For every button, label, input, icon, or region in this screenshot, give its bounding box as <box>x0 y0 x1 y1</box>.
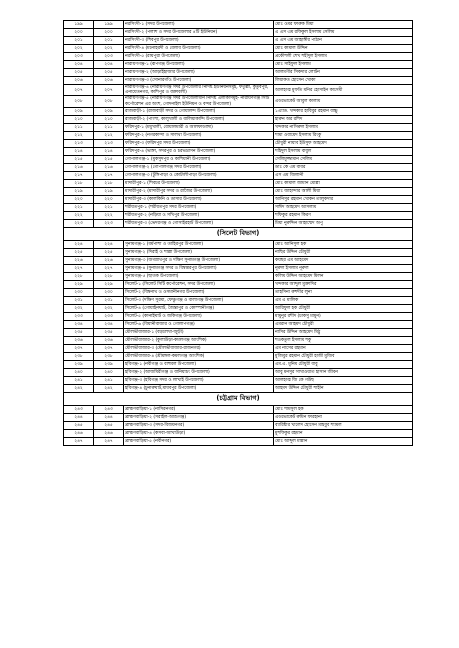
candidate-name-cell: সাঈদ আহমেদ আসলাম <box>274 203 413 211</box>
candidate-name-cell: চৌধুরী নায়াব ইউসুফ আহমেদ <box>274 139 413 147</box>
constituency-number-cell: ২২৫ <box>94 248 124 256</box>
serial-cell: ২৪৭ <box>64 437 94 445</box>
table-row <box>64 344 413 352</box>
table-row <box>64 29 413 37</box>
constituency-name-cell: মাদারীপুর-৩ (কালকিনি ও ডাসার উপজেলা) <box>124 195 274 203</box>
serial-cell: ২৩৩ <box>64 312 94 320</box>
serial-cell: ২১৯ <box>64 187 94 195</box>
division-header-row <box>64 392 413 405</box>
division-title: (চট্টগ্রাম বিভাগ) <box>64 392 413 405</box>
constituency-name-cell: ফরিদপুর-১ (মধুখালী, বোয়ালমারী ও আলফাডাঙ্গা) <box>124 123 274 131</box>
serial-cell: ২৪৩ <box>64 405 94 413</box>
table-row <box>64 37 413 45</box>
serial-cell: ২৩৮ <box>64 352 94 360</box>
constituency-name-cell: সিলেট-৩ (দক্ষিণ সুরমা, ফেঞ্চুগঞ্জ ও বালাগঞ্জ উপজেলা) <box>124 296 274 304</box>
constituency-number-cell: ২০১ <box>94 37 124 45</box>
constituency-name-cell: সুনামগঞ্জ-৪ (সুনামগঞ্জ সদর ও বিশ্বম্ভরপুর উপজেলা) <box>124 264 274 272</box>
serial-cell: ২০৯ <box>64 107 94 115</box>
constituency-name-cell: ব্রাহ্মণবাড়িয়া-১ (নাসিরনগর) <box>124 405 274 413</box>
constituency-name-cell: সুনামগঞ্জ-৫ (ছাতক উপজেলা) <box>124 272 274 280</box>
serial-cell: ২৩৪ <box>64 320 94 328</box>
constituency-name-cell: শরীয়তপুর-৩ (ভেদরগঞ্জ ও গোসাইরহাট উপজেলা) <box>124 219 274 227</box>
candidate-name-cell: আলহাজ্ব জি কে গউছ <box>274 376 413 384</box>
candidate-name-cell: মুজিবুর রহমান চৌধুরী হাজী মুজিব <box>274 352 413 360</box>
constituency-number-cell: ২৪২ <box>94 384 124 392</box>
constituency-name-cell: সিলেট-২ (বিশ্বনাথ ও ওসমানীনগর উপজেলা) <box>124 288 274 296</box>
constituency-number-cell: ২২১ <box>94 203 124 211</box>
constituency-name-cell: সুনামগঞ্জ-২ (দিরাই ও শাল্লা উপজেলা) <box>124 248 274 256</box>
constituency-name-cell: ব্রাহ্মণবাড়িয়া-৩ (সদর-বিজয়নগর) <box>124 421 274 429</box>
serial-cell: ২২৫ <box>64 248 94 256</box>
serial-cell: ২৩১ <box>64 296 94 304</box>
constituency-name-cell: রাজবাড়ী-২ (পাংশা, কালুখালী ও বালিয়াকান্দি উপজেলা) <box>124 115 274 123</box>
constituency-name-cell: নরসিংদী-১ (সদর উপজেলা) <box>124 21 274 29</box>
constituency-name-cell: গোপালগঞ্জ-৩ (টুঙ্গিপাড়া ও কোটালীপাড়া উপজেলা) <box>124 171 274 179</box>
constituency-name-cell: মৌলভীবাজার-১ (বড়লেখা-জুড়ী) <box>124 328 274 336</box>
serial-cell: ২১৩ <box>64 139 94 147</box>
candidate-name-cell: আনিসুর রহমান খোকন তালুকদার <box>274 195 413 203</box>
table-row <box>64 240 413 248</box>
serial-cell: ২০৩ <box>64 53 94 61</box>
serial-cell: ২২৬ <box>64 256 94 264</box>
table-row <box>64 195 413 203</box>
constituency-number-cell: ২২৮ <box>94 272 124 280</box>
constituency-number-cell: ২১১ <box>94 123 124 131</box>
serial-cell: ২৪৫ <box>64 421 94 429</box>
serial-cell: ২০২ <box>64 45 94 53</box>
table-row <box>64 53 413 61</box>
candidate-name-cell: নাছির উদ্দিন চৌধুরী <box>274 248 413 256</box>
table-row <box>64 61 413 69</box>
candidate-name-cell: এ এস এম রফিকুল ইসলাম সেলিম <box>274 29 413 37</box>
constituency-number-cell: ২০৮ <box>94 96 124 107</box>
constituency-name-cell: গোপালগঞ্জ-২ (গোপালগঞ্জ সদর উপজেলা) <box>124 163 274 171</box>
constituency-number-cell: ২২০ <box>94 195 124 203</box>
candidate-name-cell: আলহাজ্ব মুফতি মনির হোসাইন কাসেমী <box>274 85 413 96</box>
serial-cell: ২১৮ <box>64 179 94 187</box>
serial-cell: ২০০ <box>64 29 94 37</box>
serial-cell: ২৪২ <box>64 384 94 392</box>
table-row <box>64 77 413 85</box>
candidate-name-cell: মিয়া নুরুদ্দিন আহাম্মেদ অপু <box>274 219 413 227</box>
serial-cell: ২০৪ <box>64 61 94 69</box>
constituency-number-cell: ২০৬ <box>94 77 124 85</box>
serial-cell: ২৩০ <box>64 288 94 296</box>
constituency-number-cell: ২১০ <box>94 115 124 123</box>
serial-cell: ২৩৯ <box>64 360 94 368</box>
table-row <box>64 96 413 107</box>
serial-cell: ২১২ <box>64 131 94 139</box>
constituency-name-cell: ব্রাহ্মণবাড়িয়া-৪ (কসবা-আখাউড়া) <box>124 429 274 437</box>
constituency-name-cell: ফরিদপুর-৪ (ভাঙ্গা, সদরপুর ও চরভদ্রাসন উপজেলা) <box>124 147 274 155</box>
candidate-name-cell: মোঃ কামাল উদ্দিন <box>274 45 413 53</box>
constituency-number-cell: ২০২ <box>94 45 124 53</box>
constituency-name-cell: নরসিংদী-২ (পলাশ ও সদর উপজেলার ৪টি ইউনিয়ন) <box>124 29 274 37</box>
constituency-number-cell: ২৩০ <box>94 288 124 296</box>
serial-cell: ২২৯ <box>64 280 94 288</box>
serial-cell: ২১৬ <box>64 163 94 171</box>
table-row <box>64 248 413 256</box>
serial-cell: ২৩৫ <box>64 328 94 336</box>
candidate-name-cell: এম নাসের রহমান <box>274 344 413 352</box>
candidate-name-cell: লিয়াকত হোসেন খোকা <box>274 77 413 85</box>
constituency-name-cell: নারায়ণগঞ্জ-৫ (নারায়ণগঞ্জ সদর উপজেলাধীন নির্দিষ্ট এলাকাসমূহ- নারায়ণগঞ্জ সিটি কর্পোরেশন এর অংশ, গোদনাইল ইউনিয়ন ও বন্দর উপজেলা) <box>124 96 274 107</box>
constituency-name-cell: হবিগঞ্জ-২ (আজমিরীগঞ্জ ও বানিয়াচং উপজেলা) <box>124 368 274 376</box>
table-row <box>64 304 413 312</box>
table-row <box>64 21 413 29</box>
constituency-number-cell: ২৩৩ <box>94 312 124 320</box>
constituency-name-cell: মাদারীপুর-১ (শিবচর উপজেলা) <box>124 179 274 187</box>
constituency-number-cell: ২২২ <box>94 211 124 219</box>
candidate-name-cell: খন্দকার আব্দুল মুক্তাদির <box>274 280 413 288</box>
candidate-name-cell: ব্যারিষ্টার খালেদ হোসেন মাহবুব শ্যামল <box>274 421 413 429</box>
constituency-name-cell: সিলেট-৬ (বিয়ানীবাজার ও গোলাপগঞ্জ) <box>124 320 274 328</box>
constituency-number-cell: ২২৭ <box>94 264 124 272</box>
constituency-name-cell: রাজবাড়ী-১ (রাজবাড়ী সদর ও গোয়ালন্দ উপজেলা) <box>124 107 274 115</box>
candidate-name-cell: মুশফিকুর রহমান <box>274 429 413 437</box>
constituency-name-cell: নারায়ণগঞ্জ-৩ (সোনারগাঁও উপজেলা) <box>124 77 274 85</box>
table-row <box>64 376 413 384</box>
candidate-name-cell: এম.এ. মুনিম চৌধুরী বাবু <box>274 360 413 368</box>
candidate-name-cell: মোঃ আনিসুল হক <box>274 240 413 248</box>
constituency-number-cell: ২৩৫ <box>94 328 124 336</box>
constituency-number-cell: ২০৭ <box>94 85 124 96</box>
constituency-number-cell: ২৪৩ <box>94 405 124 413</box>
division-header-row <box>64 227 413 240</box>
serial-cell: ২২২ <box>64 211 94 219</box>
candidate-name-cell: এ এস এম জাহাঙ্গীর পাঠান <box>274 37 413 45</box>
serial-cell: ২৪৪ <box>64 413 94 421</box>
serial-cell: ২২৭ <box>64 264 94 272</box>
constituency-name-cell: নরসিংদী-৫ (রায়পুরা উপজেলা) <box>124 53 274 61</box>
candidate-name-cell: খন্দকার নাসিরুল ইসলাম <box>274 123 413 131</box>
table-row <box>64 360 413 368</box>
serial-cell: ২০৮ <box>64 96 94 107</box>
serial-cell: ২১১ <box>64 123 94 131</box>
table-row <box>64 131 413 139</box>
constituency-name-cell: ফরিদপুর-২ (নগরকান্দা ও সালথা উপজেলা) <box>124 131 274 139</box>
table-row <box>64 219 413 227</box>
serial-cell: ২৪১ <box>64 376 94 384</box>
constituency-name-cell: সিলেট-৫ (কানাইঘাট ও জকিগঞ্জ উপজেলা) <box>124 312 274 320</box>
constituency-number-cell: ২৪৪ <box>94 413 124 421</box>
constituency-number-cell: ২৩৮ <box>94 352 124 360</box>
constituency-number-cell: ২০০ <box>94 29 124 37</box>
constituency-number-cell: ২২৯ <box>94 280 124 288</box>
constituency-number-cell: ২১৪ <box>94 147 124 155</box>
candidate-name-cell: মোঃ ওমর ফারুক মিয়া <box>274 21 413 29</box>
candidate-name-cell: এম এ মালিক <box>274 296 413 304</box>
constituency-number-cell: ২৩২ <box>94 304 124 312</box>
serial-cell: ২৩৬ <box>64 336 94 344</box>
constituency-name-cell: হবিগঞ্জ-১ (নবীগঞ্জ ও বাহুবল উপজেলা) <box>124 360 274 368</box>
constituency-name-cell: ব্রাহ্মণবাড়িয়া-৫ (নবীনগর) <box>124 437 274 445</box>
constituency-number-cell: ২০৪ <box>94 61 124 69</box>
division-title: (সিলেট বিভাগ) <box>64 227 413 240</box>
table-row <box>64 69 413 77</box>
serial-cell: ২৪৬ <box>64 429 94 437</box>
candidate-name-cell: মামুনুর রশীদ (চাকসু মামুন) <box>274 312 413 320</box>
candidate-name-cell: নাসির উদ্দিন আহমেদ মিঠু <box>274 328 413 336</box>
candidate-name-cell: আহমদ উদ্দিন চৌধুরী শাহীন <box>274 384 413 392</box>
candidate-name-cell: মোঃ শামসুল হক <box>274 405 413 413</box>
constituency-name-cell: হবিগঞ্জ-৪ (চুনারুঘাট,মাধবপুর উপজেলা) <box>124 384 274 392</box>
constituency-number-cell: ২৪০ <box>94 368 124 376</box>
candidate-name-cell: এডভোকেট রুমিন ফারহানা <box>274 413 413 421</box>
constituency-number-cell: ২১৯ <box>94 187 124 195</box>
constituency-number-cell: ২৪৬ <box>94 429 124 437</box>
constituency-number-cell: ২৩৪ <box>94 320 124 328</box>
serial-cell: ২১৫ <box>64 155 94 163</box>
constituency-number-cell: ২৩৭ <box>94 344 124 352</box>
constituency-name-cell: হবিগঞ্জ-৩ (হবিগঞ্জ সদর ও লাখাই উপজেলা) <box>124 376 274 384</box>
constituency-name-cell: সিলেট-৪ (গোয়াইনঘাট, জৈন্তাপুর ও কোম্পানীগঞ্জ) <box>124 304 274 312</box>
candidate-name-cell: কয়ছর এম আহমেদ <box>274 256 413 264</box>
candidate-name-cell: মোঃ কামাল জামান মোল্লা <box>274 179 413 187</box>
table-row <box>64 256 413 264</box>
candidate-name-cell: আরিফুল হক চৌধুরী <box>274 304 413 312</box>
table-row <box>64 296 413 304</box>
table-row <box>64 203 413 211</box>
table-row <box>64 264 413 272</box>
serial-cell: ২২৩ <box>64 219 94 227</box>
candidate-name-cell: শহিদুল ইসলাম বাবুল <box>274 147 413 155</box>
constituency-number-cell: ২১৮ <box>94 179 124 187</box>
candidate-name-cell: শফিকুর রহমান কিরণ <box>274 211 413 219</box>
candidate-name-cell: নূরুল ইসলাম নূরুল <box>274 264 413 272</box>
table-row <box>64 336 413 344</box>
constituency-number-cell: ২২৪ <box>94 240 124 248</box>
serial-cell: ২১৭ <box>64 171 94 179</box>
constituency-name-cell: ফরিদপুর-৩ (ফরিদপুর সদর উপজেলা) <box>124 139 274 147</box>
serial-cell: ২১০ <box>64 115 94 123</box>
candidate-name-cell: সেলিমুজ্জামান সেলিম <box>274 155 413 163</box>
constituency-number-cell: ২৪৫ <box>94 421 124 429</box>
constituency-name-cell: ব্রাহ্মণবাড়িয়া-২ (সরাইল-আশুগঞ্জ) <box>124 413 274 421</box>
table-row <box>64 405 413 413</box>
candidate-name-cell: ১এ্যাড. খন্দকার হাবিবুর রহমান বাচ্চু <box>274 107 413 115</box>
table-row <box>64 272 413 280</box>
candidate-name-cell: শওকতুল ইসলাম শকু <box>274 336 413 344</box>
serial-cell: ২০৭ <box>64 85 94 96</box>
constituency-number-cell: ২০৯ <box>94 107 124 115</box>
constituency-number-cell: ২৩১ <box>94 296 124 304</box>
table-row <box>64 413 413 421</box>
constituency-name-cell: নারায়ণগঞ্জ-১ (রূপগঞ্জ উপজেলা) <box>124 61 274 69</box>
constituency-name-cell: শরীয়তপুর-২ (নড়িয়া ও সখিপুর উপজেলা) <box>124 211 274 219</box>
serial-cell: ২০৬ <box>64 77 94 85</box>
constituency-name-cell: নারায়ণগঞ্জ-৪ (নারায়ণগঞ্জ সদর উপজেলার নির্দিষ্ট ইউনিয়নসমূহ, ফতুল্লা, কুতুবপুর, এনায়েতনগর, কাশিপুর ও বক্তাবলী) <box>124 85 274 96</box>
table-row <box>64 352 413 360</box>
constituency-name-cell: নরসিংদী-৩ (শিবপুর উপজেলা) <box>124 37 274 45</box>
table-row <box>64 45 413 53</box>
table-row <box>64 384 413 392</box>
candidate-name-cell: আবু মনসুর সাখাওয়াত হাসান জীবন <box>274 368 413 376</box>
table-row <box>64 85 413 96</box>
constituency-name-cell: সিলেট-১ (সিলেট সিটি কর্পোরেশন, সদর উপজেলা) <box>124 280 274 288</box>
table-row <box>64 187 413 195</box>
candidate-name-cell: হারুন অর রশিদ <box>274 115 413 123</box>
candidate-list-table <box>63 20 413 446</box>
constituency-name-cell: নরসিংদী-৪ (মনোহরদী ও বেলাব উপজেলা) <box>124 45 274 53</box>
candidate-name-cell: এডভোকেট আবুল কালাম <box>274 96 413 107</box>
candidate-name-cell: আলমগীর সিকদার লোটন <box>274 69 413 77</box>
table-row <box>64 139 413 147</box>
constituency-number-cell: ২১৬ <box>94 163 124 171</box>
serial-cell: ২৩২ <box>64 304 94 312</box>
candidate-name-cell: প্রকৌশলী শেখ শহীদুল ইসলাম <box>274 53 413 61</box>
constituency-number-cell: ২৩৯ <box>94 360 124 368</box>
constituency-number-cell: ১৯৯ <box>94 21 124 29</box>
table-row <box>64 328 413 336</box>
constituency-name-cell: মৌলভীবাজার-৩ (মৌলভীবাজার-রাজনগর) <box>124 344 274 352</box>
constituency-number-cell: ২৪১ <box>94 376 124 384</box>
constituency-name-cell: মাদারীপুর-২ (মাদারীপুর সদর ও রাজৈর উপজেলা) <box>124 187 274 195</box>
constituency-number-cell: ২২৩ <box>94 219 124 227</box>
candidate-name-cell: ডাঃ কে এম বাবর <box>274 163 413 171</box>
candidate-name-cell: শামা ওবায়েদ ইসলাম রিংকু <box>274 131 413 139</box>
constituency-name-cell: গোপালগঞ্জ-১ (মুকসুদপুর ও কাশিয়ানী উপজেলা) <box>124 155 274 163</box>
constituency-name-cell: নারায়ণগঞ্জ-২ (আড়াইহাজার উপজেলা) <box>124 69 274 77</box>
serial-cell: ২২১ <box>64 203 94 211</box>
serial-cell: ২২৮ <box>64 272 94 280</box>
candidate-name-cell: মোঃ সাইফুল ইসলাম <box>274 61 413 69</box>
table-row <box>64 123 413 131</box>
constituency-number-cell: ২২৬ <box>94 256 124 264</box>
candidate-name-cell: এমরান আহমদ চৌধুরী <box>274 320 413 328</box>
constituency-name-cell: সুনামগঞ্জ-১ (ধর্মপাশা ও তাহিরপুর উপজেলা) <box>124 240 274 248</box>
table-row <box>64 179 413 187</box>
serial-cell: ২৩৭ <box>64 344 94 352</box>
constituency-number-cell: ২৪৭ <box>94 437 124 445</box>
table-row <box>64 171 413 179</box>
serial-cell: ২২৪ <box>64 240 94 248</box>
table-row <box>64 368 413 376</box>
candidate-name-cell: কলিম উদ্দিন আহমেদ মিলন <box>274 272 413 280</box>
table-row <box>64 421 413 429</box>
table-row <box>64 320 413 328</box>
serial-cell: ২০৫ <box>64 69 94 77</box>
constituency-number-cell: ২১৭ <box>94 171 124 179</box>
constituency-number-cell: ২৩৬ <box>94 336 124 344</box>
serial-cell: ১৯৯ <box>64 21 94 29</box>
table-row <box>64 107 413 115</box>
constituency-name-cell: শরীয়তপুর-১ (শরীয়তপুর সদর উপজেলা) <box>124 203 274 211</box>
constituency-name-cell: সুনামগঞ্জ-৩ (জগন্নাথপুর ও দক্ষিণ সুনামগঞ্জ উপজেলা) <box>124 256 274 264</box>
table-row <box>64 211 413 219</box>
constituency-name-cell: মৌলভীবাজার-৪ (শ্রীমঙ্গল-কমলগঞ্জ আংশিক) <box>124 352 274 360</box>
constituency-number-cell: ২১২ <box>94 131 124 139</box>
candidate-name-cell: মোঃ জাহান্দার আলী মিয়া <box>274 187 413 195</box>
constituency-number-cell: ২১৫ <box>94 155 124 163</box>
table-row <box>64 288 413 296</box>
table-row <box>64 147 413 155</box>
candidate-name-cell: তাহসিনা রুশদীর লুনা <box>274 288 413 296</box>
candidate-name-cell: এস এম জিলানী <box>274 171 413 179</box>
table-row <box>64 280 413 288</box>
constituency-number-cell: ২০৩ <box>94 53 124 61</box>
table-row <box>64 429 413 437</box>
serial-cell: ২০১ <box>64 37 94 45</box>
table-row <box>64 155 413 163</box>
candidate-name-cell: মোঃ আব্দুল মান্নান <box>274 437 413 445</box>
table-row <box>64 163 413 171</box>
serial-cell: ২৪০ <box>64 368 94 376</box>
serial-cell: ২১৪ <box>64 147 94 155</box>
table-body <box>64 21 413 446</box>
table-row <box>64 115 413 123</box>
table-row <box>64 312 413 320</box>
constituency-number-cell: ২০৫ <box>94 69 124 77</box>
serial-cell: ২২০ <box>64 195 94 203</box>
constituency-name-cell: মৌলভীবাজার-২ (কুলাউড়া-কমলগঞ্জ আংশিক) <box>124 336 274 344</box>
table-row <box>64 437 413 445</box>
constituency-number-cell: ২১৩ <box>94 139 124 147</box>
